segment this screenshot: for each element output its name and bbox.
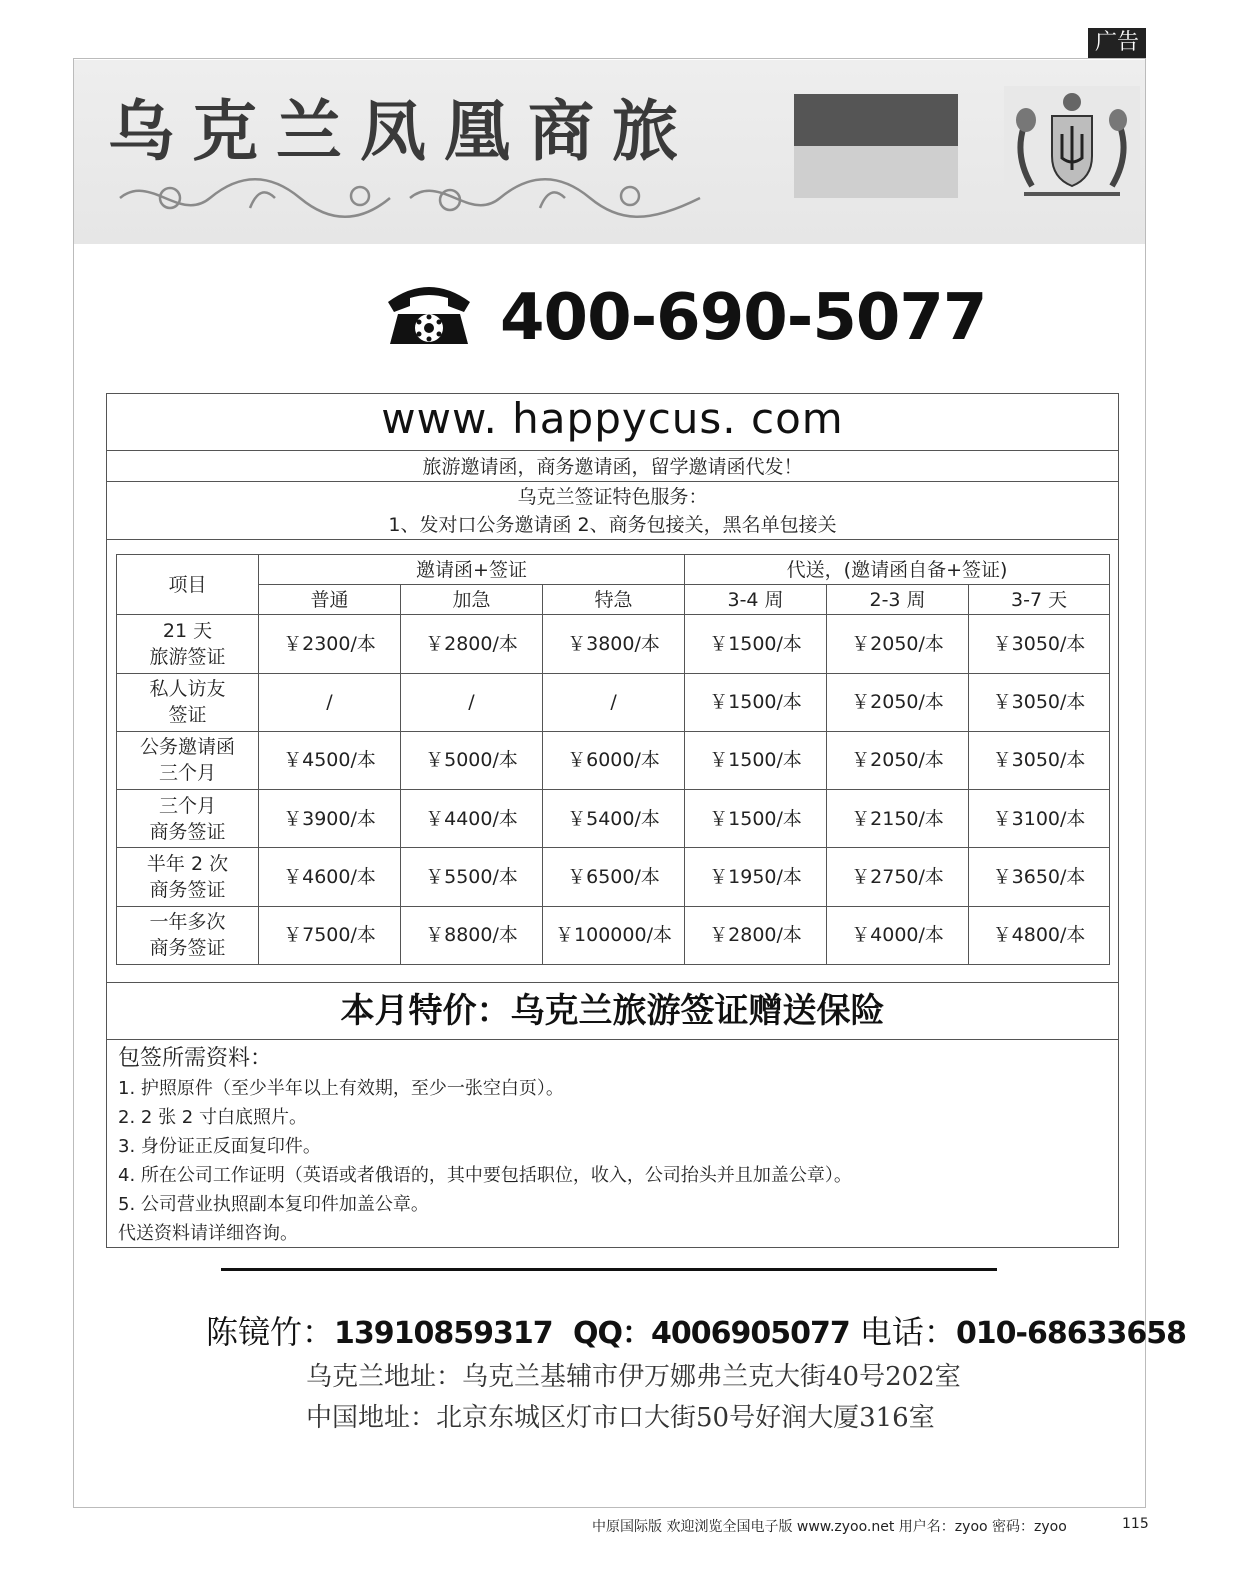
price-cell: ￥3050/本 xyxy=(969,615,1110,673)
price-cell: ￥1500/本 xyxy=(685,731,827,789)
divider xyxy=(106,450,1119,451)
hotline-number: 400-690-5077 xyxy=(500,281,987,355)
price-cell: ￥7500/本 xyxy=(259,906,401,964)
col-group-delivery: 代送，(邀请函自备+签证) xyxy=(685,555,1110,585)
table-row xyxy=(117,906,1110,964)
sub-header: 3-7 天 xyxy=(969,585,1110,615)
price-cell: ￥5400/本 xyxy=(543,790,685,848)
price-cell: ￥5000/本 xyxy=(401,731,543,789)
list-item: 代送资料请详细咨询。 xyxy=(118,1223,298,1244)
price-cell: / xyxy=(543,673,685,731)
col-header-item: 项目 xyxy=(117,555,259,615)
requirements-list xyxy=(118,1044,1108,1248)
divider xyxy=(221,1268,997,1271)
table-row xyxy=(117,673,1110,731)
contact-name-label: 陈镜竹： xyxy=(206,1313,335,1351)
tel-label: 电话： xyxy=(859,1313,956,1351)
price-cell: / xyxy=(259,673,401,731)
website-url[interactable]: www. happycus. com xyxy=(381,394,844,443)
sub-header: 特急 xyxy=(543,585,685,615)
table-row xyxy=(117,731,1110,789)
divider xyxy=(106,982,1119,983)
price-cell: ￥3800/本 xyxy=(543,615,685,673)
ukraine-flag-icon xyxy=(794,94,958,198)
sub-header: 2-3 周 xyxy=(827,585,969,615)
list-item: 4. 所在公司工作证明（英语或者俄语的，其中要包括职位，收入，公司抬头并且加盖公章）。 xyxy=(118,1165,852,1186)
row-label: 一年多次 商务签证 xyxy=(117,906,259,964)
price-cell: ￥6500/本 xyxy=(543,848,685,906)
address-china: 中国地址：北京东城区灯市口大街50号好润大厦316室 xyxy=(306,1403,935,1433)
price-cell: ￥8800/本 xyxy=(401,906,543,964)
price-cell: ￥4600/本 xyxy=(259,848,401,906)
qq-label: QQ： xyxy=(572,1316,651,1351)
price-cell: ￥2050/本 xyxy=(827,731,969,789)
telephone-icon xyxy=(384,278,474,348)
price-cell: ￥2150/本 xyxy=(827,790,969,848)
price-cell: ￥1500/本 xyxy=(685,673,827,731)
sub-header: 加急 xyxy=(401,585,543,615)
price-cell: ￥100000/本 xyxy=(543,906,685,964)
price-cell: ￥3050/本 xyxy=(969,731,1110,789)
row-label: 21 天 旅游签证 xyxy=(117,615,259,673)
price-cell: ￥4800/本 xyxy=(969,906,1110,964)
price-cell: / xyxy=(401,673,543,731)
tel-number[interactable]: 010-68633658 xyxy=(955,1316,1187,1351)
price-cell: ￥2300/本 xyxy=(259,615,401,673)
price-cell: ￥3050/本 xyxy=(969,673,1110,731)
divider xyxy=(106,539,1119,540)
sub-header: 普通 xyxy=(259,585,401,615)
price-cell: ￥2750/本 xyxy=(827,848,969,906)
promo-banner: 本月特价：乌克兰旅游签证赠送保险 xyxy=(340,991,885,1031)
row-label: 半年 2 次 商务签证 xyxy=(117,848,259,906)
page-number: 115 xyxy=(1122,1516,1149,1532)
col-group-invitation-visa: 邀请函+签证 xyxy=(259,555,685,585)
divider xyxy=(106,1039,1119,1040)
requirements-title: 包签所需资料： xyxy=(118,1046,273,1071)
coat-of-arms-icon xyxy=(1004,86,1140,208)
row-label: 三个月 商务签证 xyxy=(117,790,259,848)
price-cell: ￥4500/本 xyxy=(259,731,401,789)
footer-text: 中原国际版 欢迎浏览全国电子版 www.zyoo.net 用户名：zyoo 密码：zyoo xyxy=(592,1519,1067,1535)
brand-title: 乌克兰凤凰商旅 xyxy=(108,93,696,170)
table-row xyxy=(117,615,1110,673)
price-cell: ￥1500/本 xyxy=(685,615,827,673)
sub-header: 3-4 周 xyxy=(685,585,827,615)
row-label: 公务邀请函 三个月 xyxy=(117,731,259,789)
list-item: 5. 公司营业执照副本复印件加盖公章。 xyxy=(118,1194,429,1215)
table-row xyxy=(117,790,1110,848)
price-cell: ￥5500/本 xyxy=(401,848,543,906)
tagline: 旅游邀请函，商务邀请函，留学邀请函代发！ xyxy=(422,456,803,478)
price-table xyxy=(116,554,1110,965)
price-cell: ￥1500/本 xyxy=(685,790,827,848)
price-cell: ￥2800/本 xyxy=(401,615,543,673)
price-cell: ￥3100/本 xyxy=(969,790,1110,848)
price-cell: ￥6000/本 xyxy=(543,731,685,789)
ad-tag: 广告 xyxy=(1088,28,1146,58)
address-ukraine: 乌克兰地址：乌克兰基辅市伊万娜弗兰克大街40号202室 xyxy=(306,1362,961,1392)
table-row xyxy=(117,848,1110,906)
list-item: 2. 2 张 2 寸白底照片。 xyxy=(118,1107,307,1128)
list-item: 1. 护照原件（至少半年以上有效期，至少一张空白页）。 xyxy=(118,1078,564,1099)
price-cell: ￥2050/本 xyxy=(827,615,969,673)
price-cell: ￥3650/本 xyxy=(969,848,1110,906)
list-item: 3. 身份证正反面复印件。 xyxy=(118,1136,321,1157)
row-label: 私人访友 签证 xyxy=(117,673,259,731)
divider xyxy=(106,481,1119,482)
price-cell: ￥3900/本 xyxy=(259,790,401,848)
contact-line xyxy=(206,1308,1187,1356)
qq-number[interactable]: 4006905077 xyxy=(651,1316,850,1351)
services-items: 1、发对口公务邀请函 2、商务包接关，黑名单包接关 xyxy=(388,514,837,536)
flourish-ornament-icon xyxy=(110,168,710,228)
price-cell: ￥1950/本 xyxy=(685,848,827,906)
price-cell: ￥4400/本 xyxy=(401,790,543,848)
price-cell: ￥2800/本 xyxy=(685,906,827,964)
price-cell: ￥2050/本 xyxy=(827,673,969,731)
mobile-number[interactable]: 13910859317 xyxy=(334,1316,553,1351)
services-title: 乌克兰签证特色服务： xyxy=(517,486,708,508)
price-cell: ￥4000/本 xyxy=(827,906,969,964)
